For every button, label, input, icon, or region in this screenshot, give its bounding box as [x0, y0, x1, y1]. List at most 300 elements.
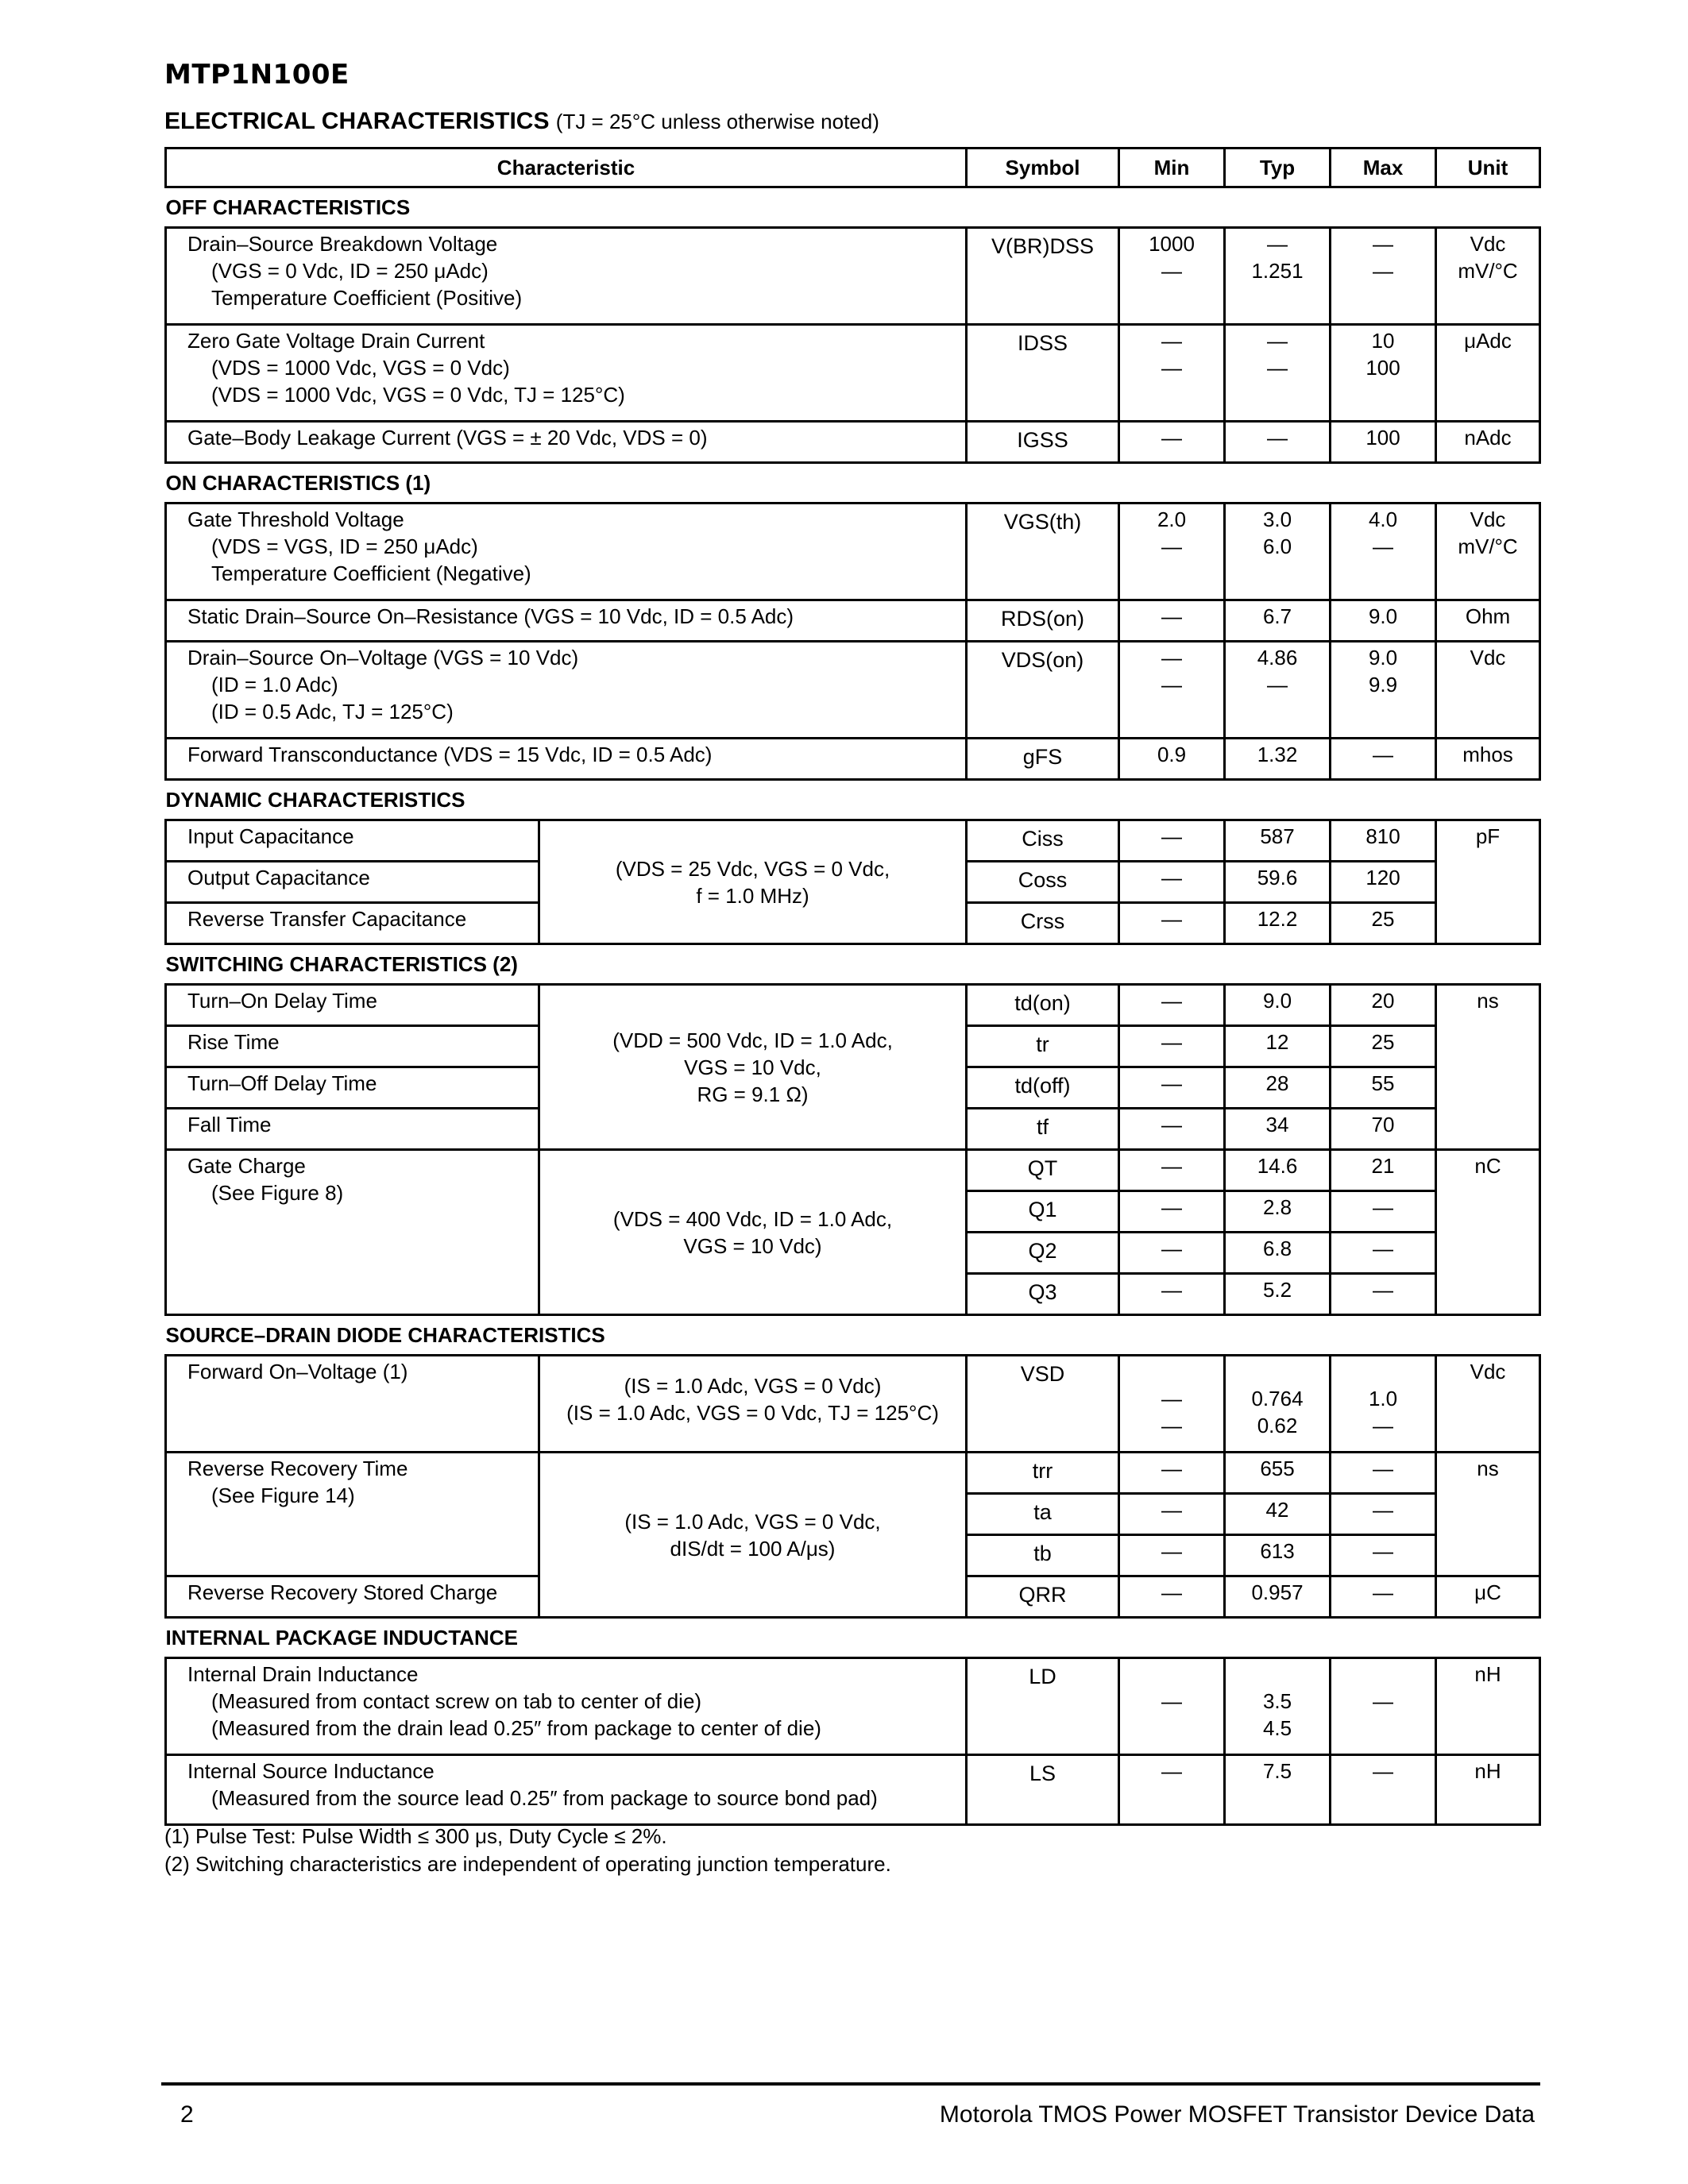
cell-characteristic [166, 1150, 539, 1315]
cell-characteristic [166, 903, 539, 944]
value-unit: nH [1474, 1759, 1501, 1783]
cell-symbol [967, 1150, 1119, 1191]
cell-unit [1436, 325, 1540, 422]
cell-min [1119, 1356, 1225, 1453]
cell-max [1331, 600, 1436, 642]
cell-min [1119, 1067, 1225, 1109]
table-row [166, 739, 1540, 780]
symbol: Coss [1018, 868, 1068, 892]
cell-max [1331, 1150, 1436, 1191]
cell-typ [1225, 1576, 1331, 1618]
table-row [166, 985, 1540, 1026]
footnote: (1) Pulse Test: Pulse Width ≤ 300 μs, Duty Cycle ≤ 2%. [164, 1824, 667, 1848]
cell-characteristic [166, 600, 967, 642]
value-typ: 0.764 0.62 [1251, 1387, 1304, 1437]
cell-symbol [967, 1026, 1119, 1067]
cell-min [1119, 642, 1225, 739]
symbol: RDS(on) [1001, 607, 1085, 631]
symbol: Crss [1020, 909, 1065, 933]
cell-max [1331, 325, 1436, 422]
test-condition: (VDS = 1000 Vdc, VGS = 0 Vdc) [211, 356, 510, 380]
symbol: LD [1029, 1665, 1056, 1688]
value-typ: 14.6 [1257, 1154, 1298, 1178]
cell-max [1331, 422, 1436, 463]
test-condition: (Measured from the drain lead 0.25″ from package to center of die) [211, 1716, 821, 1740]
cell-symbol [967, 985, 1119, 1026]
title-main: ELECTRICAL CHARACTERISTICS [164, 108, 550, 134]
cell-characteristic [166, 642, 967, 739]
value-max: 55 [1371, 1071, 1395, 1095]
param-name: Reverse Recovery Time [187, 1457, 408, 1480]
title-condition: (TJ = 25°C unless otherwise noted) [555, 110, 879, 133]
cell-symbol [967, 642, 1119, 739]
param-name: Rise Time [187, 1030, 280, 1054]
cell-symbol [967, 422, 1119, 463]
param-name: Reverse Transfer Capacitance [187, 907, 467, 931]
cell-typ [1225, 1233, 1331, 1274]
value-typ: 1.32 [1257, 743, 1298, 766]
cell-unit [1436, 1150, 1540, 1315]
value-typ: 655 [1260, 1457, 1295, 1480]
value-typ: 5.2 [1262, 1278, 1292, 1302]
cell-symbol [967, 1535, 1119, 1576]
cell-min [1119, 1453, 1225, 1494]
param-name: Gate Charge [187, 1154, 306, 1178]
cell-characteristic [166, 862, 539, 903]
value-max: 810 [1365, 824, 1400, 848]
value-min: — — [1161, 646, 1183, 696]
value-max: — — [1373, 232, 1394, 283]
symbol: V(BR)DSS [991, 234, 1095, 258]
test-condition: (VDD = 500 Vdc, ID = 1.0 Adc, VGS = 10 Vdc, RG = 9.1 Ω) [612, 1028, 893, 1106]
value-typ: 2.8 [1262, 1195, 1292, 1219]
test-condition: (VGS = 0 Vdc, ID = 250 μAdc) [211, 259, 489, 283]
value-max: 25 [1371, 1030, 1395, 1054]
cell-min [1119, 1026, 1225, 1067]
cell-symbol [967, 1658, 1119, 1755]
cell-min [1119, 1109, 1225, 1150]
cell-typ [1225, 1453, 1331, 1494]
cell-unit [1436, 422, 1540, 463]
value-min: — [1161, 1071, 1183, 1095]
cell-typ [1225, 228, 1331, 325]
cell-test-condition [539, 1356, 967, 1453]
cell-typ [1225, 642, 1331, 739]
cell-characteristic [166, 1576, 539, 1618]
symbol: IDSS [1018, 331, 1068, 355]
cell-characteristic [166, 422, 967, 463]
cell-max [1331, 642, 1436, 739]
cell-unit [1436, 228, 1540, 325]
symbol: ta [1033, 1500, 1052, 1524]
value-min: — [1161, 1030, 1183, 1054]
param-name: Drain–Source On–Voltage (VGS = 10 Vdc) [187, 646, 579, 669]
cell-symbol [967, 1494, 1119, 1535]
cell-characteristic [166, 985, 539, 1026]
value-min: — — [1161, 1387, 1183, 1437]
footer-text: Motorola TMOS Power MOSFET Transistor Device Data [939, 2101, 1535, 2128]
value-typ: 587 [1260, 824, 1295, 848]
table-row [166, 600, 1540, 642]
figure-reference: (See Figure 8) [211, 1181, 344, 1205]
cell-symbol [967, 739, 1119, 780]
param-name: Fall Time [187, 1113, 272, 1136]
cell-typ [1225, 1494, 1331, 1535]
value-max: — [1373, 1457, 1394, 1480]
cell-test-condition [539, 1150, 967, 1315]
cell-typ [1225, 1658, 1331, 1755]
section-switching: SWITCHING CHARACTERISTICS (2) [165, 952, 518, 976]
value-min: — [1161, 866, 1183, 889]
value-max: 20 [1371, 989, 1395, 1013]
cell-typ [1225, 325, 1331, 422]
test-condition: Temperature Coefficient (Positive) [211, 286, 523, 310]
cell-characteristic [166, 228, 967, 325]
symbol: Q1 [1028, 1198, 1057, 1221]
symbol: LS [1029, 1761, 1056, 1785]
value-typ: 3.5 4.5 [1262, 1689, 1292, 1740]
value-max: — [1373, 743, 1394, 766]
value-max: — [1373, 1580, 1394, 1604]
cell-max [1331, 1191, 1436, 1233]
value-min: — [1161, 1154, 1183, 1178]
cell-typ [1225, 1356, 1331, 1453]
cell-max [1331, 504, 1436, 600]
cell-test-condition [539, 985, 967, 1150]
cell-min [1119, 1658, 1225, 1755]
cell-test-condition [539, 1453, 967, 1618]
symbol: trr [1032, 1459, 1053, 1483]
cell-max [1331, 820, 1436, 862]
cell-typ [1225, 1535, 1331, 1576]
value-max: — [1373, 1539, 1394, 1563]
table-row [166, 1356, 1540, 1453]
value-typ: 9.0 [1262, 989, 1292, 1013]
value-max: 10 100 [1365, 329, 1400, 380]
cell-typ [1225, 422, 1331, 463]
value-typ: 28 [1265, 1071, 1289, 1095]
param-name: Gate Threshold Voltage [187, 507, 404, 531]
cell-typ [1225, 1150, 1331, 1191]
cell-max [1331, 1067, 1436, 1109]
cell-symbol [967, 1453, 1119, 1494]
symbol: IGSS [1017, 428, 1068, 452]
value-unit: Ohm [1465, 604, 1511, 628]
value-typ: — — [1267, 329, 1288, 380]
symbol: Q3 [1028, 1280, 1057, 1304]
cell-characteristic [166, 1109, 539, 1150]
section-on: ON CHARACTERISTICS (1) [165, 471, 431, 495]
value-typ: — [1267, 426, 1288, 450]
cell-min [1119, 820, 1225, 862]
cell-unit [1436, 1356, 1540, 1453]
header-max: Max [1331, 149, 1436, 187]
cell-min [1119, 1755, 1225, 1825]
cell-max [1331, 862, 1436, 903]
cell-symbol [967, 1233, 1119, 1274]
value-max: 9.0 9.9 [1368, 646, 1398, 696]
header-unit: Unit [1436, 149, 1540, 187]
test-condition: (ID = 1.0 Adc) [211, 673, 338, 696]
test-condition: (IS = 1.0 Adc, VGS = 0 Vdc, dIS/dt = 100 A/μs) [624, 1509, 881, 1561]
value-max: 1.0 — [1368, 1387, 1398, 1437]
table-row [166, 820, 1540, 862]
value-typ: 6.7 [1262, 604, 1292, 628]
cell-symbol [967, 228, 1119, 325]
cell-characteristic [166, 1453, 539, 1576]
param-name: Turn–Off Delay Time [187, 1071, 377, 1095]
cell-test-condition [539, 820, 967, 944]
figure-reference: (See Figure 14) [211, 1484, 355, 1507]
cell-unit [1436, 1576, 1540, 1618]
value-min: 2.0 — [1157, 507, 1187, 558]
cell-symbol [967, 820, 1119, 862]
value-max: — [1373, 1237, 1394, 1260]
cell-typ [1225, 1067, 1331, 1109]
value-typ: 0.957 [1251, 1580, 1304, 1604]
test-condition: (VDS = 400 Vdc, ID = 1.0 Adc, VGS = 10 Vdc) [612, 1206, 893, 1258]
header-characteristic: Characteristic [166, 149, 967, 187]
cell-typ [1225, 1109, 1331, 1150]
value-typ: 42 [1265, 1498, 1289, 1522]
table-row [166, 642, 1540, 739]
symbol: Ciss [1022, 827, 1064, 851]
cell-unit [1436, 739, 1540, 780]
test-condition: (IS = 1.0 Adc, VGS = 0 Vdc) (IS = 1.0 Adc, VGS = 0 Vdc, TJ = 125°C) [566, 1374, 939, 1425]
param-name: Internal Source Inductance [187, 1759, 435, 1783]
cell-max [1331, 739, 1436, 780]
value-unit: Vdc mV/°C [1458, 232, 1518, 283]
cell-typ [1225, 1755, 1331, 1825]
value-typ: 12.2 [1257, 907, 1298, 931]
value-unit: Vdc [1470, 646, 1506, 669]
section-dynamic: DYNAMIC CHARACTERISTICS [165, 788, 465, 812]
cell-characteristic [166, 325, 967, 422]
param-name: Forward On–Voltage (1) [187, 1360, 408, 1383]
cell-min [1119, 985, 1225, 1026]
value-typ: — 1.251 [1251, 232, 1304, 283]
cell-typ [1225, 862, 1331, 903]
symbol: QRR [1018, 1583, 1067, 1607]
value-min: — [1161, 907, 1183, 931]
value-unit: ns [1477, 989, 1499, 1013]
param-name: Reverse Recovery Stored Charge [187, 1580, 498, 1604]
cell-typ [1225, 985, 1331, 1026]
cell-symbol [967, 1274, 1119, 1315]
param-name: Internal Drain Inductance [187, 1662, 419, 1686]
cell-symbol [967, 903, 1119, 944]
cell-unit [1436, 985, 1540, 1150]
cell-min [1119, 1191, 1225, 1233]
value-max: 120 [1365, 866, 1400, 889]
value-min: — [1161, 604, 1183, 628]
header-min: Min [1119, 149, 1225, 187]
value-min: — [1161, 1689, 1183, 1713]
value-typ: 6.8 [1262, 1237, 1292, 1260]
cell-symbol [967, 1576, 1119, 1618]
cell-characteristic [166, 1356, 539, 1453]
value-min: — [1161, 1539, 1183, 1563]
cell-min [1119, 739, 1225, 780]
value-min: — — [1161, 329, 1183, 380]
cell-symbol [967, 1191, 1119, 1233]
symbol: td(off) [1014, 1074, 1071, 1098]
cell-characteristic [166, 1067, 539, 1109]
symbol: VDS(on) [1001, 648, 1084, 672]
table-row [166, 1150, 1540, 1191]
cell-symbol [967, 1356, 1119, 1453]
value-unit: nH [1474, 1662, 1501, 1686]
cell-typ [1225, 739, 1331, 780]
cell-max [1331, 1453, 1436, 1494]
cell-min [1119, 422, 1225, 463]
cell-max [1331, 1233, 1436, 1274]
cell-max [1331, 1494, 1436, 1535]
cell-max [1331, 1109, 1436, 1150]
cell-max [1331, 1755, 1436, 1825]
page-number: 2 [180, 2101, 194, 2128]
value-min: — [1161, 1759, 1183, 1783]
table-row [166, 325, 1540, 422]
cell-max [1331, 985, 1436, 1026]
cell-max [1331, 1535, 1436, 1576]
characteristics-table [164, 147, 1539, 1826]
cell-max [1331, 1026, 1436, 1067]
test-condition: (VDS = 25 Vdc, VGS = 0 Vdc, f = 1.0 MHz) [615, 856, 890, 908]
cell-characteristic [166, 1755, 967, 1825]
value-max: 100 [1365, 426, 1400, 450]
test-condition: (VDS = VGS, ID = 250 μAdc) [211, 534, 478, 558]
cell-characteristic [166, 1658, 967, 1755]
param-name: Static Drain–Source On–Resistance (VGS = 10 Vdc, ID = 0.5 Adc) [187, 604, 794, 628]
cell-typ [1225, 1191, 1331, 1233]
symbol: tf [1037, 1115, 1049, 1139]
value-typ: 12 [1265, 1030, 1289, 1054]
cell-typ [1225, 903, 1331, 944]
test-condition: (Measured from contact screw on tab to center of die) [211, 1689, 702, 1713]
symbol: tr [1036, 1032, 1049, 1056]
footer-rule [161, 2082, 1540, 2086]
value-unit: pF [1475, 824, 1501, 848]
value-unit: ns [1477, 1457, 1499, 1480]
param-name: Zero Gate Voltage Drain Current [187, 329, 485, 353]
value-max: — [1373, 1759, 1394, 1783]
value-min: — [1161, 426, 1183, 450]
footnotes [164, 1823, 891, 1878]
value-max: — [1373, 1498, 1394, 1522]
cell-min [1119, 862, 1225, 903]
value-max: 70 [1371, 1113, 1395, 1136]
footnote: (2) Switching characteristics are independent of operating junction temperature. [164, 1852, 891, 1876]
value-max: 21 [1371, 1154, 1395, 1178]
value-max: 9.0 [1368, 604, 1398, 628]
cell-symbol [967, 325, 1119, 422]
value-unit: Vdc [1470, 1360, 1506, 1383]
page-title [164, 108, 879, 135]
value-min: 1000 — [1149, 232, 1195, 283]
cell-unit [1436, 504, 1540, 600]
value-min: — [1161, 1113, 1183, 1136]
cell-unit [1436, 1453, 1540, 1576]
cell-min [1119, 228, 1225, 325]
cell-max [1331, 903, 1436, 944]
symbol: Q2 [1028, 1239, 1057, 1263]
cell-symbol [967, 504, 1119, 600]
cell-symbol [967, 600, 1119, 642]
value-unit: mhos [1462, 743, 1513, 766]
value-min: — [1161, 1498, 1183, 1522]
cell-symbol [967, 1755, 1119, 1825]
value-max: — [1373, 1689, 1394, 1713]
symbol: VSD [1020, 1362, 1065, 1386]
table-row [166, 504, 1540, 600]
value-typ: 7.5 [1262, 1759, 1292, 1783]
value-typ: 4.86 — [1257, 646, 1298, 696]
value-typ: 3.0 6.0 [1262, 507, 1292, 558]
test-condition: Temperature Coefficient (Negative) [211, 561, 531, 585]
value-typ: 59.6 [1257, 866, 1298, 889]
value-min: — [1161, 1278, 1183, 1302]
value-typ: 613 [1260, 1539, 1295, 1563]
cell-max [1331, 1576, 1436, 1618]
value-unit: nC [1474, 1154, 1501, 1178]
section-inductance: INTERNAL PACKAGE INDUCTANCE [165, 1626, 518, 1650]
value-max: 25 [1371, 907, 1395, 931]
cell-symbol [967, 1109, 1119, 1150]
cell-unit [1436, 820, 1540, 944]
value-min: — [1161, 1195, 1183, 1219]
cell-unit [1436, 1658, 1540, 1755]
cell-max [1331, 1658, 1436, 1755]
section-diode: SOURCE–DRAIN DIODE CHARACTERISTICS [165, 1323, 605, 1347]
value-max: — [1373, 1278, 1394, 1302]
part-number: MTP1N100E [164, 59, 350, 91]
table-row [166, 422, 1540, 463]
symbol: QT [1027, 1156, 1058, 1180]
value-max: — [1373, 1195, 1394, 1219]
cell-min [1119, 1494, 1225, 1535]
value-min: — [1161, 1237, 1183, 1260]
value-unit: nAdc [1464, 426, 1512, 450]
cell-typ [1225, 1274, 1331, 1315]
value-min: 0.9 [1157, 743, 1187, 766]
param-name: Gate–Body Leakage Current (VGS = ± 20 Vdc, VDS = 0) [187, 426, 708, 450]
cell-characteristic [166, 739, 967, 780]
cell-symbol [967, 1067, 1119, 1109]
cell-characteristic [166, 504, 967, 600]
header-typ: Typ [1225, 149, 1331, 187]
table-row [166, 228, 1540, 325]
param-name: Turn–On Delay Time [187, 989, 377, 1013]
cell-unit [1436, 600, 1540, 642]
param-name: Input Capacitance [187, 824, 354, 848]
cell-max [1331, 1274, 1436, 1315]
table-header [166, 149, 1540, 187]
table-row [166, 1453, 1540, 1494]
value-min: — [1161, 1580, 1183, 1604]
param-name: Drain–Source Breakdown Voltage [187, 232, 498, 256]
cell-min [1119, 325, 1225, 422]
cell-unit [1436, 642, 1540, 739]
table-row [166, 1658, 1540, 1755]
symbol: td(on) [1014, 991, 1071, 1015]
symbol: VGS(th) [1003, 510, 1082, 534]
header-symbol: Symbol [967, 149, 1119, 187]
symbol: tb [1033, 1542, 1052, 1565]
param-name: Forward Transconductance (VDS = 15 Vdc, ID = 0.5 Adc) [187, 743, 713, 766]
cell-min [1119, 600, 1225, 642]
cell-typ [1225, 1026, 1331, 1067]
